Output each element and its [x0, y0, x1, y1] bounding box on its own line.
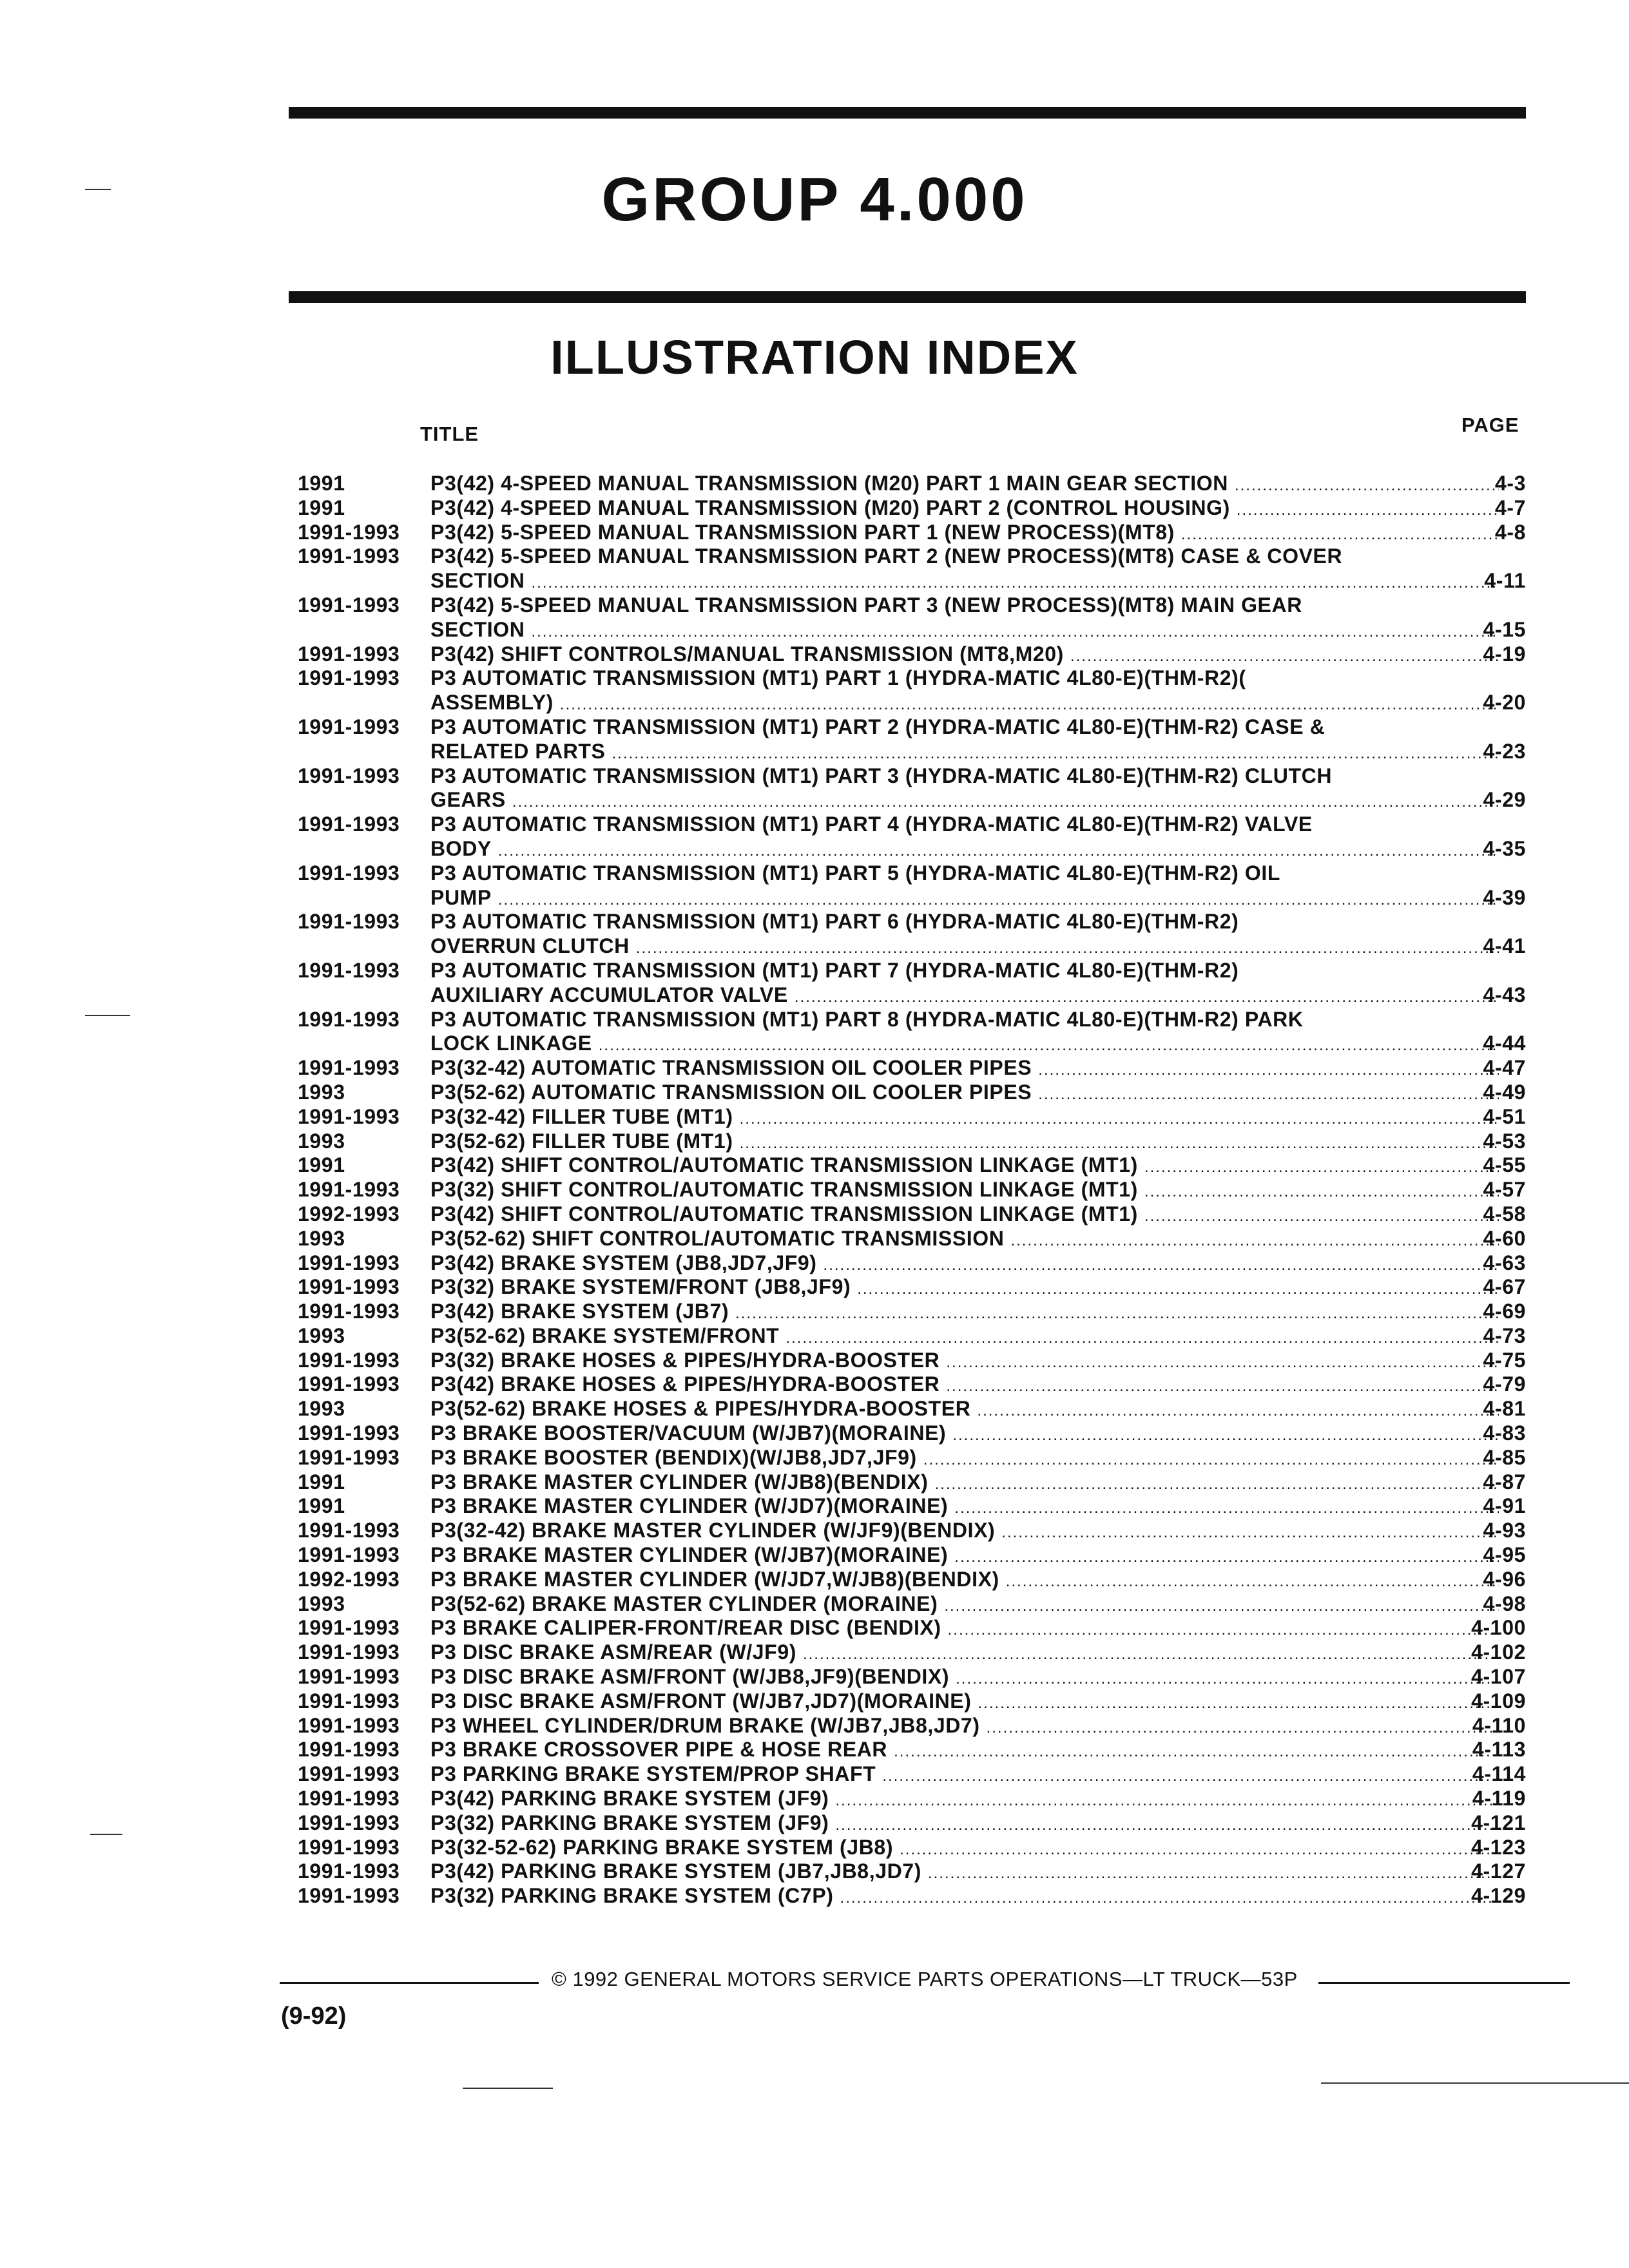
index-entry [0, 1884, 1629, 1908]
entry-year: 1991-1993 [298, 666, 400, 690]
index-entry [0, 764, 1629, 813]
index-entry [0, 1860, 1629, 1884]
entry-page: 4-121 [1471, 1811, 1526, 1834]
entry-page: 4-47 [1483, 1056, 1526, 1080]
entry-year: 1991-1993 [298, 1104, 400, 1128]
entry-title: P3 BRAKE MASTER CYLINDER (W/JD7,W/JB8)(BENDIX) [430, 1567, 999, 1591]
dot-leader [954, 1496, 1499, 1521]
entry-page: 4-63 [1483, 1251, 1526, 1274]
entry-title: P3 AUTOMATIC TRANSMISSION (MT1) PART 1 (HYDRA-MATIC 4L80-E)(THM-R2)( [430, 666, 1246, 690]
entry-page: 4-69 [1483, 1300, 1526, 1323]
entry-title: P3(42) 5-SPEED MANUAL TRANSMISSION PART 1 (NEW PROCESS)(MT8) [430, 520, 1175, 544]
dot-leader [944, 1594, 1499, 1619]
entry-title: P3(42) BRAKE SYSTEM (JB7) [430, 1300, 729, 1323]
index-entry [0, 1349, 1629, 1373]
dot-leader [636, 936, 1499, 961]
entry-title: P3 AUTOMATIC TRANSMISSION (MT1) PART 3 (HYDRA-MATIC 4L80-E)(THM-R2) CLUTCH [430, 764, 1333, 787]
index-entry [0, 472, 1629, 496]
entry-year: 1991-1993 [298, 910, 400, 934]
footer-date-code: (9-92) [281, 2003, 347, 2030]
dot-leader [1181, 523, 1499, 547]
dot-leader [1237, 498, 1499, 523]
entry-year: 1991-1993 [298, 861, 400, 885]
entry-year: 1991-1993 [298, 1421, 400, 1445]
index-entry [0, 1836, 1629, 1860]
entry-year: 1991-1993 [298, 1519, 400, 1542]
entry-page: 4-75 [1483, 1348, 1526, 1372]
entry-year: 1991 [298, 1494, 345, 1518]
entry-title: P3 DISC BRAKE ASM/REAR (W/JF9) [430, 1640, 796, 1664]
entry-page: 4-51 [1483, 1104, 1526, 1128]
middle-rule [289, 291, 1526, 303]
index-list [0, 472, 1629, 1908]
entry-year: 1991-1993 [298, 1543, 400, 1567]
index-title: ILLUSTRATION INDEX [550, 331, 1079, 384]
entry-page: 4-93 [1483, 1519, 1526, 1542]
dot-leader [934, 1472, 1499, 1497]
group-title: GROUP 4.000 [601, 165, 1028, 234]
dot-leader [987, 1716, 1499, 1740]
entry-title: P3 AUTOMATIC TRANSMISSION (MT1) PART 8 (HYDRA-MATIC 4L80-E)(THM-R2) PARK [430, 1007, 1304, 1031]
entry-title: P3(52-62) AUTOMATIC TRANSMISSION OIL COOLER PIPES [430, 1080, 1032, 1104]
entry-page: 4-81 [1483, 1397, 1526, 1421]
entry-year: 1991-1993 [298, 1275, 400, 1299]
entry-page: 4-83 [1483, 1421, 1526, 1445]
entry-year: 1991-1993 [298, 1811, 400, 1834]
entry-year: 1991 [298, 1153, 345, 1177]
entry-page: 4-7 [1494, 495, 1526, 519]
index-entry [0, 1665, 1629, 1689]
entry-title: P3(42) BRAKE HOSES & PIPES/HYDRA-BOOSTER [430, 1372, 940, 1396]
index-entry [0, 1129, 1629, 1154]
entry-year: 1991-1993 [298, 1445, 400, 1469]
entry-title-continued: RELATED PARTS [430, 739, 606, 763]
dot-leader [978, 1691, 1499, 1716]
entry-page: 4-19 [1483, 642, 1526, 666]
entry-title: P3 BRAKE CROSSOVER PIPE & HOSE REAR [430, 1738, 888, 1762]
dot-leader [1144, 1180, 1499, 1204]
entry-year: 1993 [298, 1226, 345, 1250]
entry-page: 4-114 [1472, 1762, 1526, 1786]
entry-title: P3(52-62) BRAKE MASTER CYLINDER (MORAINE) [430, 1591, 938, 1615]
entry-page: 4-23 [1483, 739, 1526, 763]
entry-year: 1993 [298, 1591, 345, 1615]
dot-leader [977, 1399, 1499, 1423]
entry-year: 1991-1993 [298, 1835, 400, 1859]
entry-page: 4-123 [1471, 1835, 1526, 1859]
entry-title: P3(42) SHIFT CONTROLS/MANUAL TRANSMISSION (MT8,M20) [430, 642, 1064, 666]
index-entry [0, 1251, 1629, 1276]
entry-title: P3(52-62) BRAKE SYSTEM/FRONT [430, 1323, 780, 1347]
entry-title: P3(52-62) FILLER TUBE (MT1) [430, 1129, 733, 1153]
index-entry [0, 642, 1629, 667]
index-entry [0, 1762, 1629, 1787]
entry-year: 1991-1993 [298, 1616, 400, 1640]
dot-leader [560, 693, 1499, 717]
entry-page: 4-8 [1494, 520, 1526, 544]
dot-leader [786, 1326, 1499, 1350]
entry-title: P3(32-52-62) PARKING BRAKE SYSTEM (JB8) [430, 1835, 894, 1859]
index-entry [0, 1421, 1629, 1446]
entry-page: 4-35 [1483, 836, 1526, 860]
dot-leader [795, 985, 1499, 1010]
entry-title: P3 AUTOMATIC TRANSMISSION (MT1) PART 2 (HYDRA-MATIC 4L80-E)(THM-R2) CASE & [430, 715, 1325, 738]
dot-leader [531, 571, 1499, 595]
entry-year: 1991-1993 [298, 1251, 400, 1274]
dot-leader [1235, 474, 1499, 498]
dot-leader [948, 1618, 1499, 1642]
dot-leader [1070, 644, 1499, 669]
scan-mark [90, 1834, 122, 1835]
entry-page: 4-127 [1471, 1860, 1526, 1883]
entry-title: P3(52-62) BRAKE HOSES & PIPES/HYDRA-BOOSTER [430, 1397, 971, 1421]
index-entry [0, 1446, 1629, 1470]
entry-page: 4-15 [1483, 617, 1526, 641]
entry-title: P3(42) 4-SPEED MANUAL TRANSMISSION (M20) PART 1 MAIN GEAR SECTION [430, 472, 1228, 495]
index-entry [0, 1714, 1629, 1738]
scan-mark [1321, 2082, 1629, 2084]
entry-page: 4-119 [1472, 1787, 1526, 1811]
index-entry [0, 496, 1629, 521]
entry-title: P3 AUTOMATIC TRANSMISSION (MT1) PART 4 (HYDRA-MATIC 4L80-E)(THM-R2) VALVE [430, 812, 1313, 836]
index-entry [0, 1494, 1629, 1519]
entry-page: 4-87 [1483, 1470, 1526, 1494]
entry-year: 1991-1993 [298, 1372, 400, 1396]
entry-page: 4-41 [1483, 934, 1526, 958]
index-entry [0, 1787, 1629, 1811]
entry-page: 4-73 [1483, 1323, 1526, 1347]
entry-page: 4-113 [1472, 1738, 1526, 1762]
entry-title: P3(32) SHIFT CONTROL/AUTOMATIC TRANSMISSION LINKAGE (MT1) [430, 1178, 1138, 1202]
entry-page: 4-39 [1483, 885, 1526, 909]
index-entry [0, 1275, 1629, 1300]
entry-title: P3 BRAKE CALIPER-FRONT/REAR DISC (BENDIX) [430, 1616, 941, 1640]
entry-year: 1991 [298, 1470, 345, 1494]
dot-leader [1038, 1058, 1499, 1082]
index-entry [0, 715, 1629, 764]
entry-year: 1991-1993 [298, 715, 400, 738]
dot-leader [857, 1277, 1499, 1302]
index-entry [0, 1689, 1629, 1714]
entry-page: 4-102 [1471, 1640, 1526, 1664]
entry-page: 4-91 [1483, 1494, 1526, 1518]
entry-page: 4-53 [1483, 1129, 1526, 1153]
entry-title: P3 WHEEL CYLINDER/DRUM BRAKE (W/JB7,JB8,JD7) [430, 1713, 980, 1737]
dot-leader [1038, 1082, 1499, 1107]
entry-page: 4-107 [1471, 1665, 1526, 1689]
entry-title: P3 BRAKE MASTER CYLINDER (W/JB8)(BENDIX) [430, 1470, 929, 1494]
entry-title: P3 BRAKE BOOSTER/VACUUM (W/JB7)(MORAINE) [430, 1421, 947, 1445]
entry-page: 4-49 [1483, 1080, 1526, 1104]
entry-page: 4-57 [1483, 1178, 1526, 1202]
entry-title: P3 AUTOMATIC TRANSMISSION (MT1) PART 6 (HYDRA-MATIC 4L80-E)(THM-R2) [430, 910, 1239, 934]
entry-year: 1991-1993 [298, 1300, 400, 1323]
dot-leader [956, 1667, 1499, 1691]
dot-leader [740, 1131, 1499, 1156]
entry-page: 4-55 [1483, 1153, 1526, 1177]
index-entry [0, 1008, 1629, 1057]
entry-title-continued: LOCK LINKAGE [430, 1032, 592, 1055]
index-entry [0, 1081, 1629, 1105]
dot-leader [1001, 1521, 1499, 1545]
entry-year: 1991-1993 [298, 1178, 400, 1202]
scan-mark [85, 1015, 130, 1016]
dot-leader [835, 1813, 1499, 1838]
index-entry [0, 910, 1629, 959]
index-entry [0, 1178, 1629, 1202]
index-entry [0, 666, 1629, 715]
index-entry [0, 1470, 1629, 1495]
entry-year: 1991 [298, 472, 345, 495]
entry-title: P3(42) 5-SPEED MANUAL TRANSMISSION PART 2 (NEW PROCESS)(MT8) CASE & COVER [430, 544, 1343, 568]
entry-title: P3(42) PARKING BRAKE SYSTEM (JF9) [430, 1787, 829, 1811]
entry-title-continued: AUXILIARY ACCUMULATOR VALVE [430, 983, 788, 1006]
entry-title: P3(42) PARKING BRAKE SYSTEM (JB7,JB8,JD7) [430, 1860, 921, 1883]
entry-page: 4-60 [1483, 1226, 1526, 1250]
index-entry [0, 959, 1629, 1008]
entry-year: 1991-1993 [298, 520, 400, 544]
entry-year: 1991-1993 [298, 958, 400, 982]
entry-title: P3(42) SHIFT CONTROL/AUTOMATIC TRANSMISSION LINKAGE (MT1) [430, 1153, 1138, 1177]
dot-leader [840, 1886, 1499, 1910]
dot-leader [498, 839, 1499, 863]
entry-title: P3 DISC BRAKE ASM/FRONT (W/JB7,JD7)(MORAINE) [430, 1689, 972, 1713]
dot-leader [835, 1789, 1499, 1813]
entry-title: P3 BRAKE BOOSTER (BENDIX)(W/JB8,JD7,JF9) [430, 1445, 917, 1469]
entry-year: 1992-1993 [298, 1202, 400, 1225]
entry-title: P3(32) PARKING BRAKE SYSTEM (C7P) [430, 1884, 834, 1908]
entry-page: 4-109 [1471, 1689, 1526, 1713]
dot-leader [946, 1350, 1499, 1375]
entry-title: P3(42) 5-SPEED MANUAL TRANSMISSION PART 3 (NEW PROCESS)(MT8) MAIN GEAR [430, 593, 1302, 617]
column-header-page: PAGE [1461, 414, 1519, 436]
index-entry [0, 521, 1629, 545]
index-entry [0, 1640, 1629, 1665]
index-entry [0, 1568, 1629, 1592]
entry-year: 1993 [298, 1080, 345, 1104]
entry-year: 1991-1993 [298, 593, 400, 617]
entry-title: P3(32-42) AUTOMATIC TRANSMISSION OIL COOLER PIPES [430, 1056, 1032, 1080]
dot-leader [735, 1302, 1499, 1326]
entry-page: 4-67 [1483, 1275, 1526, 1299]
entry-title: P3 BRAKE MASTER CYLINDER (W/JB7)(MORAINE) [430, 1543, 949, 1567]
dot-leader [952, 1423, 1499, 1448]
entry-year: 1991-1993 [298, 1007, 400, 1031]
entry-title: P3(32) BRAKE HOSES & PIPES/HYDRA-BOOSTER [430, 1348, 940, 1372]
entry-page: 4-129 [1471, 1884, 1526, 1908]
index-entry [0, 593, 1629, 642]
dot-leader [954, 1545, 1499, 1570]
index-entry [0, 1811, 1629, 1836]
entry-page: 4-44 [1483, 1032, 1526, 1055]
dot-leader [824, 1253, 1499, 1278]
entry-page: 4-79 [1483, 1372, 1526, 1396]
entry-page: 4-96 [1483, 1567, 1526, 1591]
index-entry [0, 1616, 1629, 1640]
dot-leader [612, 742, 1499, 766]
entry-title: P3(42) SHIFT CONTROL/AUTOMATIC TRANSMISSION LINKAGE (MT1) [430, 1202, 1138, 1225]
entry-year: 1991 [298, 495, 345, 519]
entry-page: 4-85 [1483, 1445, 1526, 1469]
dot-leader [928, 1861, 1499, 1886]
entry-title: P3 AUTOMATIC TRANSMISSION (MT1) PART 5 (HYDRA-MATIC 4L80-E)(THM-R2) OIL [430, 861, 1281, 885]
entry-year: 1991-1993 [298, 1056, 400, 1080]
footer-rule-right [1318, 1982, 1570, 1984]
entry-year: 1991-1993 [298, 764, 400, 787]
entry-year: 1991-1993 [298, 1640, 400, 1664]
dot-leader [1010, 1229, 1499, 1253]
entry-title-continued: SECTION [430, 617, 525, 641]
entry-year: 1991-1993 [298, 1689, 400, 1713]
entry-title-continued: OVERRUN CLUTCH [430, 934, 630, 958]
dot-leader [1144, 1204, 1499, 1229]
index-entry [0, 1227, 1629, 1251]
index-entry [0, 1519, 1629, 1543]
entry-title: P3(42) BRAKE SYSTEM (JB8,JD7,JF9) [430, 1251, 817, 1274]
index-entry [0, 1056, 1629, 1081]
entry-page: 4-29 [1483, 788, 1526, 812]
entry-title-continued: ASSEMBLY) [430, 691, 554, 715]
dot-leader [803, 1642, 1499, 1667]
entry-page: 4-95 [1483, 1543, 1526, 1567]
top-rule [289, 107, 1526, 119]
entry-title: P3(42) 4-SPEED MANUAL TRANSMISSION (M20) PART 2 (CONTROL HOUSING) [430, 495, 1230, 519]
scan-mark [85, 189, 111, 190]
entry-year: 1991-1993 [298, 1738, 400, 1762]
entry-year: 1991-1993 [298, 544, 400, 568]
dot-leader [512, 790, 1499, 814]
entry-year: 1991-1993 [298, 1860, 400, 1883]
entry-title: P3(32) BRAKE SYSTEM/FRONT (JB8,JF9) [430, 1275, 851, 1299]
entry-year: 1991-1993 [298, 1665, 400, 1689]
entry-year: 1991-1993 [298, 1884, 400, 1908]
entry-page: 4-58 [1483, 1202, 1526, 1225]
index-entry [0, 1543, 1629, 1568]
entry-year: 1991-1993 [298, 1787, 400, 1811]
entry-title: P3(52-62) SHIFT CONTROL/AUTOMATIC TRANSMISSION [430, 1226, 1005, 1250]
index-entry [0, 1300, 1629, 1324]
entry-title: P3(32-42) FILLER TUBE (MT1) [430, 1104, 733, 1128]
entry-title: P3(32-42) BRAKE MASTER CYLINDER (W/JF9)(BENDIX) [430, 1519, 996, 1542]
dot-leader [740, 1107, 1499, 1131]
entry-title: P3(32) PARKING BRAKE SYSTEM (JF9) [430, 1811, 829, 1834]
entry-page: 4-11 [1484, 569, 1526, 593]
entry-page: 4-43 [1483, 983, 1526, 1006]
index-entry [0, 1105, 1629, 1129]
entry-title: P3 BRAKE MASTER CYLINDER (W/JD7)(MORAINE) [430, 1494, 949, 1518]
dot-leader [531, 620, 1499, 644]
entry-page: 4-98 [1483, 1591, 1526, 1615]
index-entry [0, 1738, 1629, 1762]
dot-leader [923, 1448, 1499, 1472]
dot-leader [900, 1838, 1499, 1862]
dot-leader [894, 1740, 1499, 1764]
index-entry [0, 544, 1629, 593]
entry-title: P3 DISC BRAKE ASM/FRONT (W/JB8,JF9)(BENDIX) [430, 1665, 950, 1689]
entry-page: 4-20 [1483, 691, 1526, 715]
index-entry [0, 812, 1629, 861]
entry-year: 1991-1993 [298, 812, 400, 836]
footer-copyright: © 1992 GENERAL MOTORS SERVICE PARTS OPERATIONS—LT TRUCK—53P [552, 1968, 1298, 1990]
entry-page: 4-100 [1471, 1616, 1526, 1640]
scan-mark [463, 2088, 553, 2089]
entry-year: 1991-1993 [298, 1713, 400, 1737]
entry-title-continued: GEARS [430, 788, 506, 812]
entry-page: 4-110 [1472, 1713, 1526, 1737]
index-entry [0, 1372, 1629, 1397]
index-entry [0, 861, 1629, 910]
index-entry [0, 1324, 1629, 1349]
entry-title-continued: SECTION [430, 569, 525, 593]
dot-leader [498, 888, 1499, 912]
entry-year: 1993 [298, 1323, 345, 1347]
index-entry [0, 1397, 1629, 1421]
index-entry [0, 1153, 1629, 1178]
entry-year: 1992-1993 [298, 1567, 400, 1591]
entry-page: 4-3 [1494, 472, 1526, 495]
column-header-title: TITLE [420, 423, 479, 445]
entry-title-continued: BODY [430, 836, 492, 860]
entry-year: 1991-1993 [298, 642, 400, 666]
dot-leader [946, 1374, 1499, 1399]
index-entry [0, 1592, 1629, 1617]
entry-year: 1993 [298, 1129, 345, 1153]
footer-rule-left [280, 1982, 539, 1984]
dot-leader [882, 1764, 1499, 1789]
entry-year: 1991-1993 [298, 1348, 400, 1372]
entry-year: 1991-1993 [298, 1762, 400, 1786]
entry-title: P3 AUTOMATIC TRANSMISSION (MT1) PART 7 (HYDRA-MATIC 4L80-E)(THM-R2) [430, 958, 1239, 982]
dot-leader [1144, 1155, 1499, 1180]
entry-year: 1993 [298, 1397, 345, 1421]
index-entry [0, 1202, 1629, 1227]
dot-leader [1006, 1570, 1499, 1594]
entry-title-continued: PUMP [430, 885, 492, 909]
dot-leader [599, 1033, 1499, 1058]
entry-title: P3 PARKING BRAKE SYSTEM/PROP SHAFT [430, 1762, 876, 1786]
